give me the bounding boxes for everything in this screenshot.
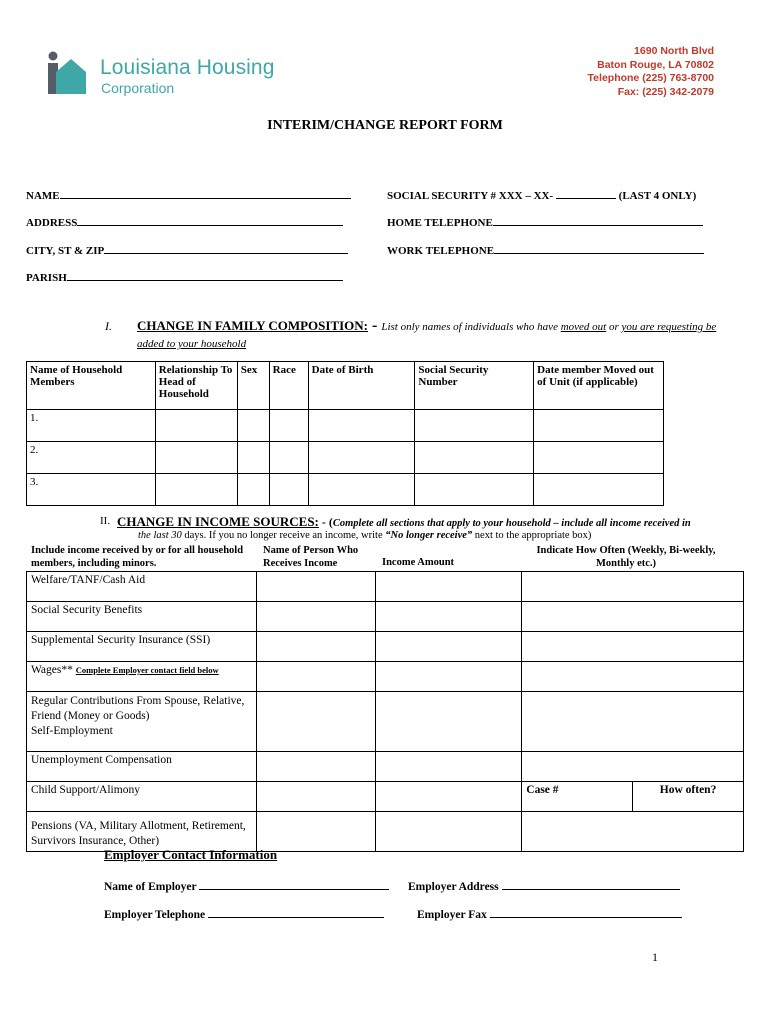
row-number[interactable]: 2.	[27, 442, 156, 474]
ssn-suffix: (LAST 4 ONLY)	[618, 190, 697, 202]
col-relationship: Relationship To Head of Household	[155, 362, 237, 410]
employer-section-title: Employer Contact Information	[104, 847, 278, 862]
section2-title: CHANGE IN INCOME SOURCES:	[117, 514, 319, 529]
section1-note-adding: you are requesting be added to your household	[137, 321, 717, 350]
section1-number: I.	[105, 319, 112, 333]
address-fax: Fax: (225) 342-2079	[617, 85, 714, 98]
table-row	[27, 812, 744, 852]
amount-cell[interactable]	[375, 662, 522, 692]
ssn-cell[interactable]	[415, 442, 534, 474]
name-label: NAME	[26, 190, 60, 202]
section2-note-end: next to the appropriate box)	[472, 530, 592, 541]
moved-out-cell[interactable]	[534, 474, 664, 506]
amount-cell[interactable]	[375, 572, 522, 602]
home-telephone-field[interactable]	[387, 216, 703, 229]
section2-note-quote: “No longer receive”	[385, 530, 473, 541]
section2-note-line2	[138, 530, 591, 541]
work-telephone-label: WORK TELEPHONE	[387, 245, 495, 257]
person-cell[interactable]	[256, 602, 375, 632]
family-composition-table	[26, 361, 664, 506]
ssn-cell[interactable]	[415, 474, 534, 506]
income-source-wages	[27, 662, 257, 692]
relationship-cell[interactable]	[155, 474, 237, 506]
section2-note: Complete all sections that apply to your household – include all income received in	[332, 518, 691, 529]
address-city: Baton Rouge, LA 70802	[597, 58, 714, 71]
table-row	[27, 572, 744, 602]
person-cell[interactable]	[256, 572, 375, 602]
col-date-moved-out: Date member Moved out of Unit (if applicable)	[534, 362, 664, 410]
income-source-unemployment: Unemployment Compensation	[27, 752, 257, 782]
amount-cell[interactable]	[375, 812, 522, 852]
ssn-label: SOCIAL SECURITY # XXX – XX-	[387, 190, 554, 202]
section1-note-or: or	[606, 321, 622, 333]
table-row	[27, 662, 744, 692]
ssn-cell[interactable]	[415, 410, 534, 442]
frequency-cell[interactable]	[522, 632, 744, 662]
relationship-cell[interactable]	[155, 442, 237, 474]
employer-name-label: Name of Employer	[104, 881, 197, 893]
income-col-amount: Income Amount	[382, 557, 455, 568]
parish-field[interactable]	[26, 271, 343, 284]
contributions-label: Regular Contributions From Spouse, Relative, Friend (Money or Goods)	[31, 695, 245, 722]
dob-cell[interactable]	[308, 410, 415, 442]
income-source-social-security: Social Security Benefits	[27, 602, 257, 632]
income-col-source: Include income received by or for all household members, including minors.	[31, 545, 244, 569]
table-row	[27, 410, 664, 442]
person-cell[interactable]	[256, 782, 375, 812]
org-address-block	[588, 45, 714, 99]
income-col-person: Name of Person Who Receives Income	[263, 545, 359, 569]
parish-label: PARISH	[26, 272, 67, 284]
self-employment-label: Self-Employment	[31, 725, 113, 737]
city-field[interactable]	[26, 244, 348, 257]
amount-cell[interactable]	[375, 752, 522, 782]
person-cell[interactable]	[256, 692, 375, 752]
employer-address-label: Employer Address	[408, 881, 499, 893]
table-row	[27, 692, 744, 752]
amount-cell[interactable]	[375, 632, 522, 662]
person-cell[interactable]	[256, 662, 375, 692]
amount-cell[interactable]	[375, 782, 522, 812]
name-field[interactable]	[26, 189, 351, 202]
frequency-cell[interactable]	[522, 812, 744, 852]
sex-cell[interactable]	[237, 410, 269, 442]
income-source-contributions	[27, 692, 257, 752]
col-sex: Sex	[237, 362, 269, 410]
income-col-frequency: Indicate How Often (Weekly, Bi-weekly, Monthly etc.)	[536, 545, 716, 569]
address-label: ADDRESS	[26, 217, 78, 229]
income-table-header	[26, 543, 744, 571]
sex-cell[interactable]	[237, 474, 269, 506]
frequency-cell[interactable]	[522, 602, 744, 632]
employer-telephone-label: Employer Telephone	[104, 909, 206, 921]
person-cell[interactable]	[256, 632, 375, 662]
col-social-security: Social Security Number	[415, 362, 534, 410]
employer-telephone-field[interactable]	[104, 908, 384, 921]
address-street: 1690 North Blvd	[634, 45, 714, 57]
section1-note: List only names of individuals who have	[381, 321, 561, 333]
case-number-cell[interactable]: Case #	[522, 782, 633, 812]
section1-note-moved: moved out	[560, 321, 607, 333]
home-telephone-label: HOME TELEPHONE	[387, 217, 493, 229]
moved-out-cell[interactable]	[534, 410, 664, 442]
frequency-cell[interactable]	[522, 662, 744, 692]
sex-cell[interactable]	[237, 442, 269, 474]
race-cell[interactable]	[269, 410, 308, 442]
amount-cell[interactable]	[375, 692, 522, 752]
work-telephone-field[interactable]	[387, 244, 704, 257]
section2-heading	[117, 513, 757, 531]
section2-dash: - (	[318, 515, 333, 529]
income-source-child-support: Child Support/Alimony	[27, 782, 257, 812]
section1-dash: -	[368, 317, 382, 334]
amount-cell[interactable]	[375, 602, 522, 632]
wages-label: Wages**	[31, 664, 73, 676]
page-number: 1	[652, 950, 658, 964]
section2-note-last30: the last 30	[138, 530, 182, 541]
moved-out-cell[interactable]	[534, 442, 664, 474]
income-source-welfare: Welfare/TANF/Cash Aid	[27, 572, 257, 602]
relationship-cell[interactable]	[155, 410, 237, 442]
section1-title: CHANGE IN FAMILY COMPOSITION:	[137, 318, 369, 333]
how-often-cell[interactable]: How often?	[633, 782, 744, 812]
dob-cell[interactable]	[308, 474, 415, 506]
address-telephone: Telephone (225) 763-8700	[587, 72, 714, 84]
income-sources-table	[26, 571, 744, 852]
race-cell[interactable]	[269, 474, 308, 506]
table-row	[27, 442, 664, 474]
frequency-cell[interactable]	[522, 572, 744, 602]
employer-name-field[interactable]	[104, 880, 389, 893]
section2-number: II.	[100, 515, 111, 527]
person-cell[interactable]	[256, 752, 375, 782]
table-row	[27, 632, 744, 662]
org-name: Louisiana Housing	[100, 56, 275, 79]
dob-cell[interactable]	[308, 442, 415, 474]
section2-note-text: days. If you no longer receive an income, write	[181, 530, 386, 541]
employer-address-field[interactable]	[408, 880, 680, 893]
table-row	[27, 602, 744, 632]
employer-fax-label: Employer Fax	[417, 909, 487, 921]
income-source-ssi: Supplemental Security Insurance (SSI)	[27, 632, 257, 662]
table-row	[27, 752, 744, 782]
org-subname: Corporation	[101, 80, 175, 96]
col-race: Race	[269, 362, 308, 410]
table-row	[27, 782, 744, 812]
ssn-field[interactable]	[387, 189, 696, 202]
frequency-cell[interactable]	[522, 752, 744, 782]
family-table-header	[27, 362, 664, 410]
wages-note: Complete Employer contact field below	[75, 665, 219, 675]
col-household-members: Name of Household Members	[27, 362, 156, 410]
employer-fax-field[interactable]	[417, 908, 682, 921]
row-number[interactable]: 1.	[27, 410, 156, 442]
form-title: INTERIM/CHANGE REPORT FORM	[267, 118, 503, 133]
frequency-cell[interactable]	[522, 692, 744, 752]
section1-heading	[137, 318, 737, 352]
city-label: CITY, ST & ZIP	[26, 245, 105, 257]
row-number[interactable]: 3.	[27, 474, 156, 506]
income-source-pensions: Pensions (VA, Military Allotment, Retirement, Survivors Insurance, Other)	[27, 812, 257, 852]
race-cell[interactable]	[269, 442, 308, 474]
address-field[interactable]	[26, 216, 343, 229]
table-row	[27, 474, 664, 506]
person-cell[interactable]	[256, 812, 375, 852]
col-date-of-birth: Date of Birth	[308, 362, 415, 410]
